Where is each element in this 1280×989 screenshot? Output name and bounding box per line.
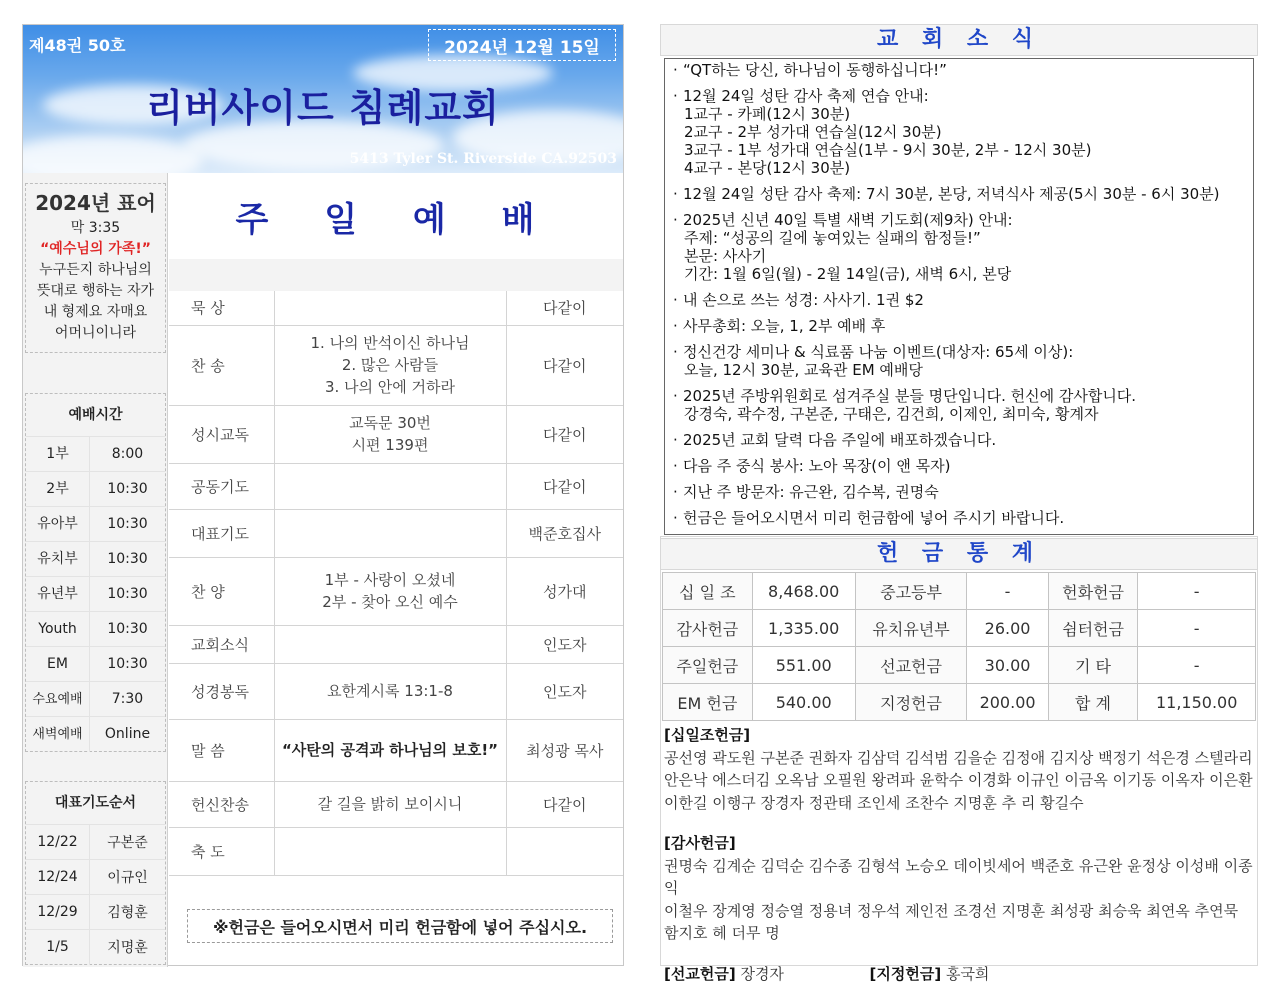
- service-row: 말 씀 “사탄의 공격과 하나님의 보호!” 최성광 목사: [169, 719, 623, 781]
- prayer-order-table: [25, 781, 166, 965]
- service-row: 대표기도 백준호집사: [169, 509, 623, 557]
- service-row: 축 도: [169, 827, 623, 875]
- thanks-donors: [감사헌금] 권명숙 김계순 김덕순 김수종 김형석 노승오 데이빗세어 백준호 유근완 윤정상 이성배 이종익 이철우 장계영 정승열 정용녀 정우석 제인전 조경선 지명훈 최성광 최승욱 최연옥 추연묵 함지호 헤 더무 명: [664, 834, 1253, 942]
- prayer-order-row: 12/24 이규인: [26, 859, 165, 894]
- tithe-donors: [십일조헌금] 공선영 곽도원 구본준 권화자 김삼덕 김석범 김을순 김정애 김지상 백정기 석은경 스텔라리 안은낙 에스더김 오옥남 오필원 왕려파 윤학수 이경화 이규인 이금옥 이기동 이옥자 이은환 이한길 이행구 장경자 정관태 조인세 조찬수 지명훈 추 리 황길수: [664, 726, 1253, 812]
- news-item: · 헌금은 들어오시면서 미리 헌금함에 넣어 주시기 바랍니다.: [673, 509, 1065, 527]
- prayer-order-title: 대표기도순서: [54, 795, 137, 811]
- offering-row: 십 일 조 8,468.00 중고등부 - 헌화헌금 -: [663, 573, 1256, 610]
- news-item: · 2025년 교회 달력 다음 주일에 배포하겠습니다.: [673, 431, 997, 449]
- worship-time-row: 2부 10:30: [26, 471, 165, 506]
- news-item: · 지난 주 방문자: 유근완, 김수복, 권명숙: [673, 483, 939, 501]
- worship-time-row: Youth 10:30: [26, 611, 165, 646]
- motto-line: 내 형제요 자매요: [43, 304, 148, 320]
- offering-row: 주일헌금 551.00 선교헌금 30.00 기 타 -: [663, 647, 1256, 684]
- church-news-title: 교 회 소 식: [660, 24, 1258, 56]
- news-item: · 사무총회: 오늘, 1, 2부 예배 후: [673, 317, 886, 335]
- service-row: 헌신찬송 갈 길을 밝히 보이시니 다같이: [169, 781, 623, 827]
- worship-times-title: 예배시간: [68, 407, 123, 423]
- service-title: 주 일 예 배: [235, 199, 557, 240]
- worship-time-row: 1부 8:00: [26, 436, 165, 471]
- service-row: 성경봉독 요한계시록 13:1-8 인도자: [169, 663, 623, 719]
- news-item: · 12월 24일 성탄 감사 축제: 7시 30분, 본당, 저녁식사 제공(5시 30분 - 6시 30분): [673, 185, 1220, 203]
- motto-line: 뜻대로 행하는 자가: [36, 283, 155, 299]
- offering-notice: ※헌금은 들어오시면서 미리 헌금함에 넣어 주십시오.: [187, 909, 613, 943]
- service-title-divider: [169, 259, 623, 291]
- service-row: 묵 상 다같이: [169, 291, 623, 325]
- news-item: · 2025년 신년 40일 특별 새벽 기도회(제9차) 안내: 주제: “성공의 길에 놓여있는 실패의 함정들!” 본문: 사사기 기간: 1월 6일(월) - 2월 14일(금), 새벽 6시, 본당: [673, 211, 1013, 283]
- annual-motto: [25, 183, 166, 353]
- church-name: 리버사이드 침례교회: [146, 86, 500, 130]
- prayer-order-row: 1/5 지명훈: [26, 929, 165, 964]
- volume-number: 제48권 50호: [29, 36, 126, 55]
- worship-time-row: 유아부 10:30: [26, 506, 165, 541]
- motto-line: 누구든지 하나님의: [39, 262, 152, 278]
- motto-line: 어머니이니라: [54, 325, 137, 341]
- offering-stats-title: 헌 금 통 계: [660, 538, 1258, 570]
- bulletin-back-page: [660, 24, 1258, 983]
- news-item: · 다음 주 중식 봉사: 노아 목장(이 앤 목자): [673, 457, 951, 475]
- bulletin-front-page: [22, 24, 624, 966]
- offering-stats-table: [662, 572, 1256, 721]
- prayer-order-row: 12/29 김형훈: [26, 894, 165, 929]
- news-item: · 12월 24일 성탄 감사 축제 연습 안내: 1교구 - 카페(12시 30분) 2교구 - 2부 성가대 연습실(12시 30분) 3교구 - 1부 성가대 연습실(1부 - 9시 30분, 2부 - 12시 30분) 4교구 - 본당(12시 30분): [673, 87, 1092, 177]
- service-row: 찬 양 1부 - 사랑이 오셨네 2부 - 찾아 오신 예수 성가대: [169, 557, 623, 625]
- motto-highlight: “예수님의 가족!”: [40, 241, 151, 257]
- header-banner: [23, 25, 623, 173]
- worship-times-table: [25, 393, 166, 752]
- news-item: · “QT하는 당신, 하나님이 동행하십니다!”: [673, 61, 947, 79]
- news-item: · 정신건강 세미나 & 식료품 나눔 이벤트(대상자: 65세 이상): 오늘, 12시 30분, 교육관 EM 예배당: [673, 343, 1074, 379]
- sermon-title: “사탄의 공격과 하나님의 보호!”: [274, 719, 506, 781]
- offering-row: 감사헌금 1,335.00 유치유년부 26.00 쉼터헌금 -: [663, 610, 1256, 647]
- mission-and-designated-donors: [선교헌금] 장경자 [지정헌금] 홍국희: [664, 964, 990, 983]
- worship-time-row: 유년부 10:30: [26, 576, 165, 611]
- bulletin-date: 2024년 12월 15일: [428, 29, 616, 61]
- church-address: 5413 Tyler St. Riverside CA.92503: [349, 151, 617, 167]
- donor-lists: [664, 724, 1254, 985]
- news-item: · 내 손으로 쓰는 성경: 사사기. 1권 $2: [673, 291, 924, 309]
- worship-time-row: 유치부 10:30: [26, 541, 165, 576]
- service-row: 공동기도 다같이: [169, 463, 623, 509]
- service-row: 찬 송 1. 나의 반석이신 하나님 2. 많은 사람들 3. 나의 안에 거하라 다같이: [169, 325, 623, 405]
- service-row: 교회소식 인도자: [169, 625, 623, 663]
- worship-time-row: 수요예배 7:30: [26, 681, 165, 716]
- offering-row: EM 헌금 540.00 지정헌금 200.00 합 계 11,150.00: [663, 684, 1256, 721]
- service-row: 성시교독 교독문 30번 시편 139편 다같이: [169, 405, 623, 463]
- worship-time-row: EM 10:30: [26, 646, 165, 681]
- sidebar: [23, 173, 168, 967]
- church-news-list: [664, 58, 1254, 535]
- worship-time-row: 새벽예배 Online: [26, 716, 165, 751]
- prayer-order-row: 12/22 구본준: [26, 824, 165, 859]
- news-item: · 2025년 주방위원회로 섬겨주실 분들 명단입니다. 헌신에 감사합니다. 강경숙, 곽수정, 구본준, 구태은, 김건희, 이제인, 최미숙, 황계자: [673, 387, 1137, 423]
- motto-year-title: 2024년 표어: [35, 191, 156, 215]
- motto-verse-ref: 막 3:35: [70, 220, 121, 236]
- order-of-worship-table: [169, 291, 623, 876]
